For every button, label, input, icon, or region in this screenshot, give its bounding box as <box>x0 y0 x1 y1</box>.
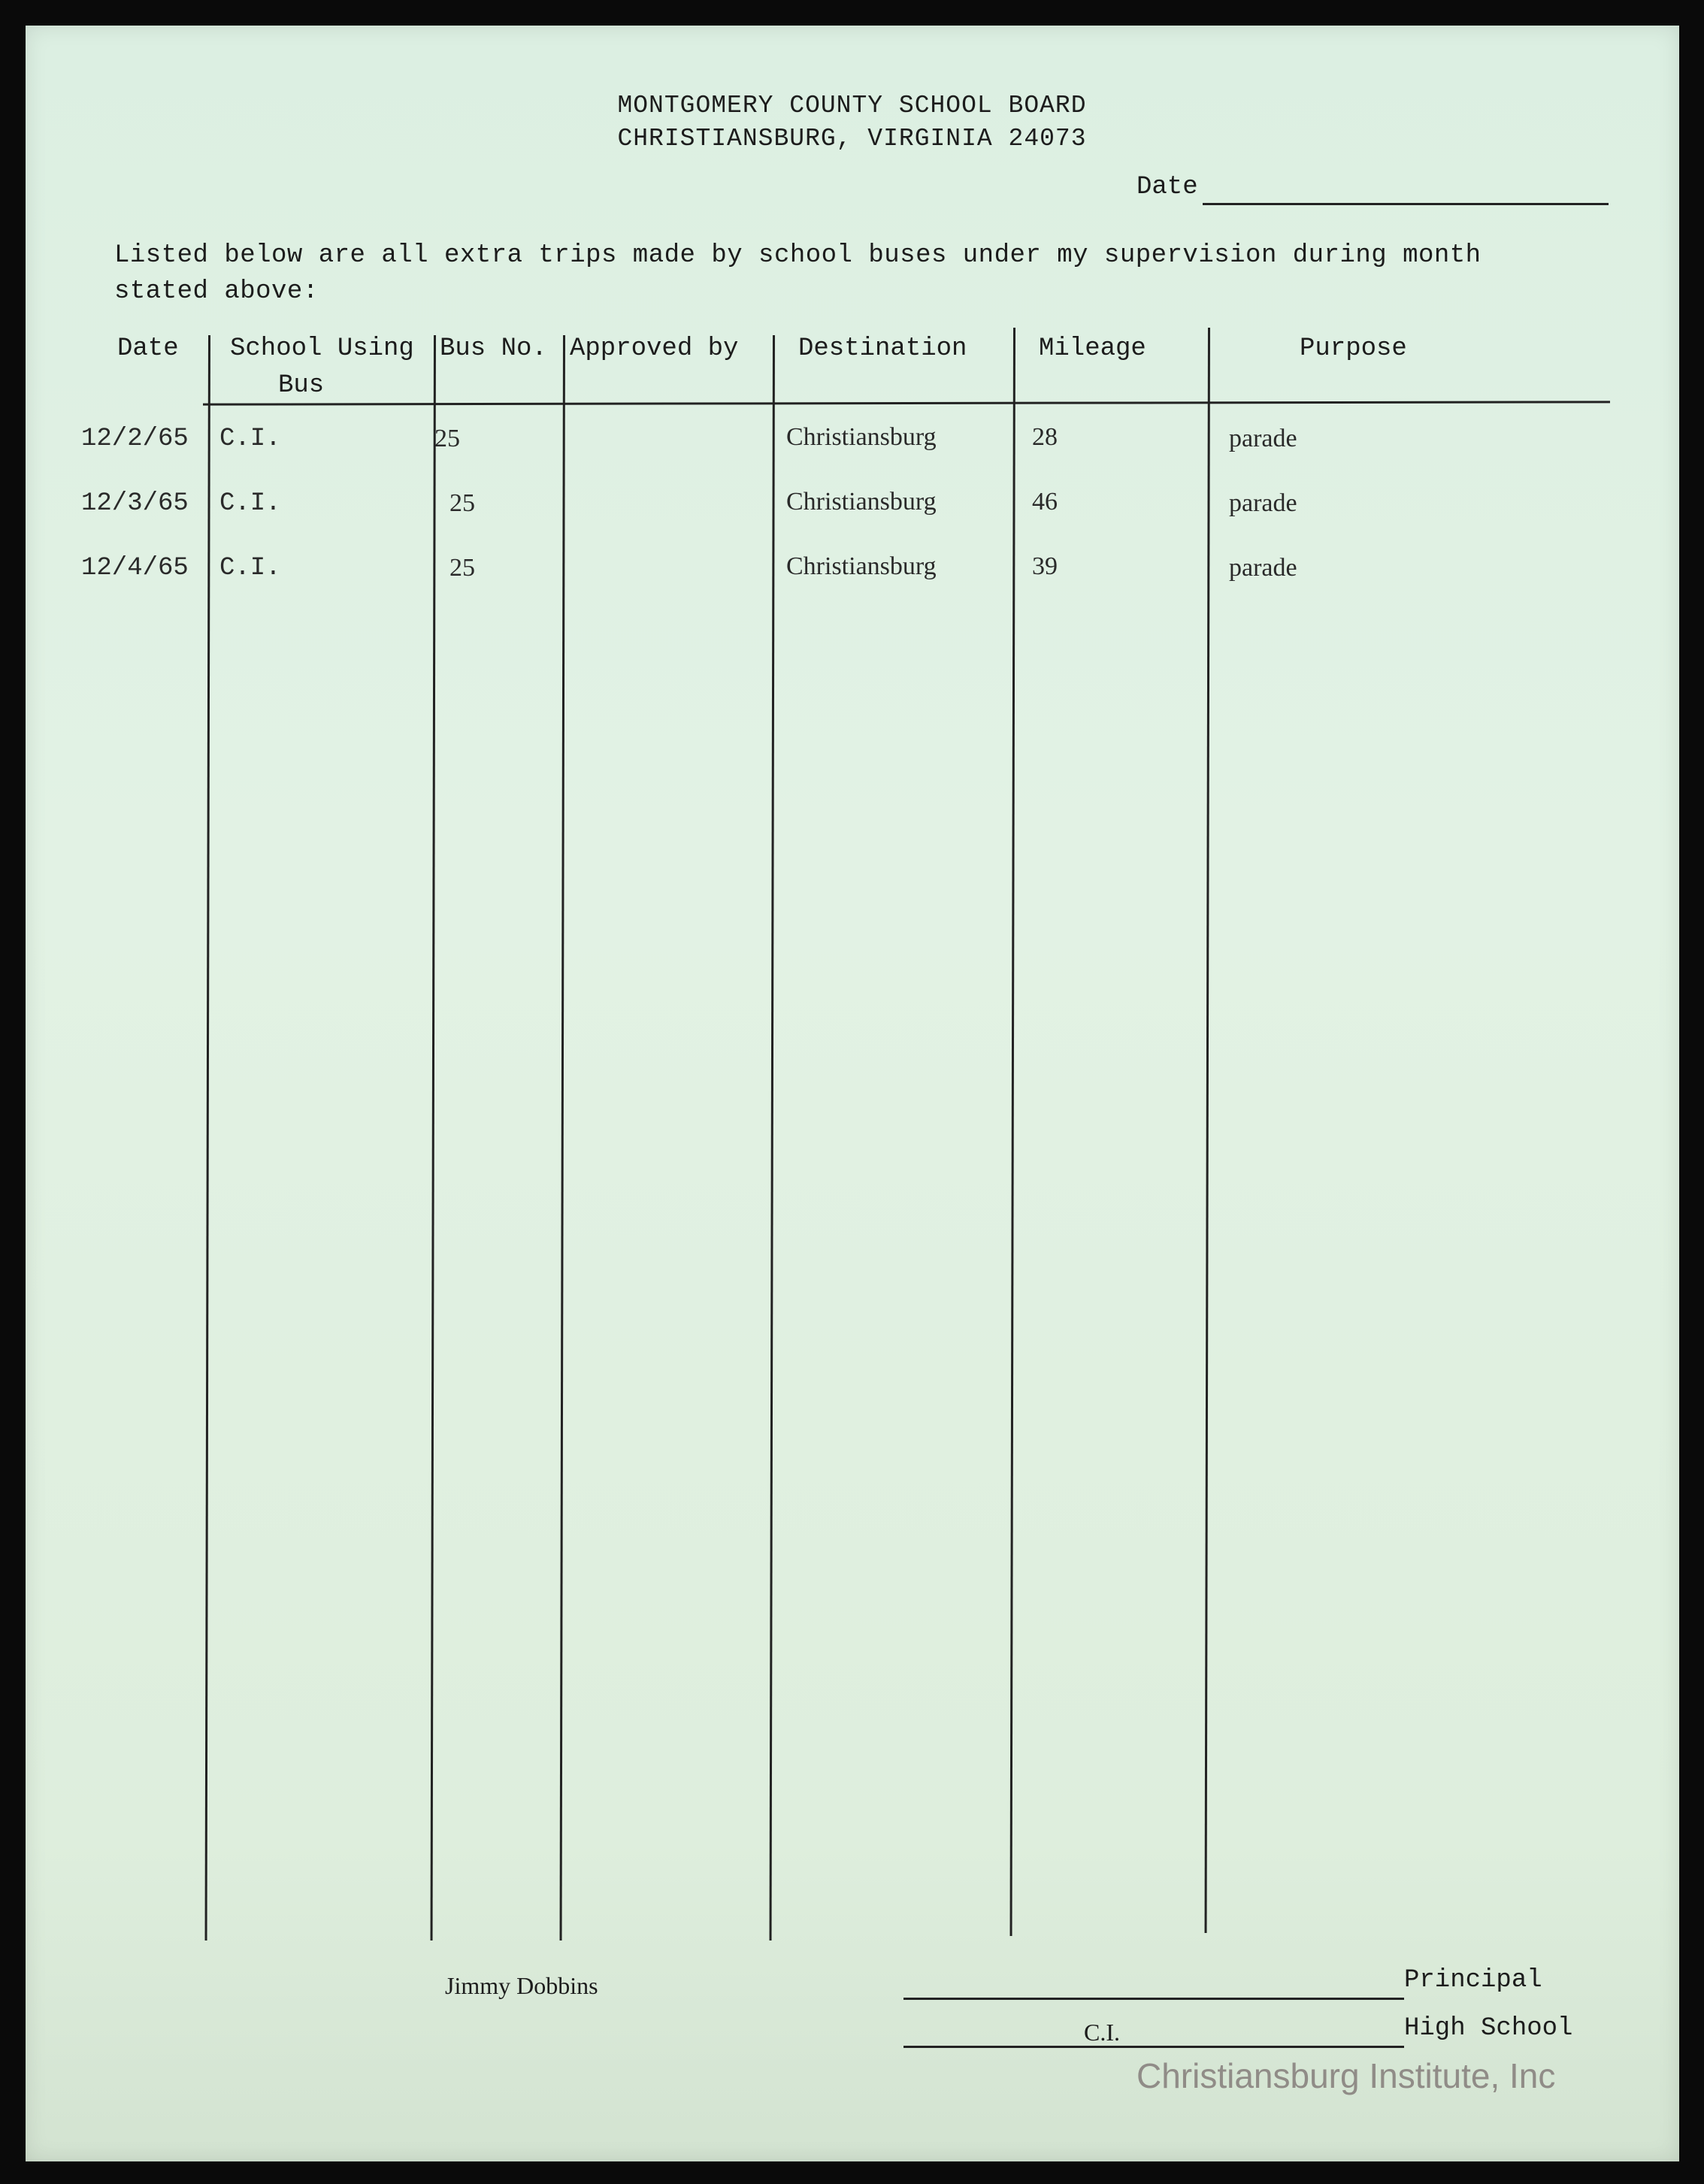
header-date: Date <box>117 334 179 363</box>
principal-signature-line <box>903 1998 1404 2000</box>
signer-name: Jimmy Dobbins <box>445 1972 598 1999</box>
row-1-purpose: parade <box>1229 425 1297 452</box>
row-2-date: 12/3/65 <box>81 489 189 518</box>
row-3-destination: Christiansburg <box>786 552 937 580</box>
principal-label: Principal <box>1404 1966 1542 1995</box>
header-mileage: Mileage <box>1039 334 1146 363</box>
high-school-label: High School <box>1404 2014 1573 2043</box>
row-3-school: C.I. <box>219 554 281 582</box>
row-1-date: 12/2/65 <box>81 425 189 453</box>
header-purpose: Purpose <box>1300 334 1407 363</box>
row-2-purpose: parade <box>1229 489 1297 517</box>
board-address: CHRISTIANSBURG, VIRGINIA 24073 <box>617 125 1087 153</box>
row-2-bus-no: 25 <box>449 489 475 517</box>
board-name: MONTGOMERY COUNTY SCHOOL BOARD <box>617 92 1087 119</box>
intro-text: Listed below are all extra trips made by school buses under my supervision during month stated above: <box>114 241 1482 306</box>
row-1-destination: Christiansburg <box>786 423 937 451</box>
header-approved-by: Approved by <box>570 334 739 363</box>
header-school: School Using <box>230 334 414 363</box>
row-1-school: C.I. <box>219 425 281 453</box>
row-1-mileage: 28 <box>1032 423 1058 451</box>
row-2-school: C.I. <box>219 489 281 518</box>
row-3-date: 12/4/65 <box>81 554 189 582</box>
header-school-line2: Bus <box>278 371 325 400</box>
header-destination: Destination <box>798 334 967 363</box>
row-3-mileage: 39 <box>1032 552 1058 580</box>
date-label: Date <box>1137 173 1198 201</box>
school-signature-line <box>903 2046 1404 2048</box>
school-value: C.I. <box>1084 2019 1120 2046</box>
row-1-bus-no: 25 <box>434 425 460 452</box>
row-3-bus-no: 25 <box>449 554 475 582</box>
row-2-destination: Christiansburg <box>786 488 937 516</box>
watermark: Christiansburg Institute, Inc <box>1137 2056 1556 2095</box>
row-3-purpose: parade <box>1229 554 1297 582</box>
date-field-line <box>1203 203 1609 205</box>
header-bus-no: Bus No. <box>440 334 547 363</box>
row-2-mileage: 46 <box>1032 488 1058 516</box>
